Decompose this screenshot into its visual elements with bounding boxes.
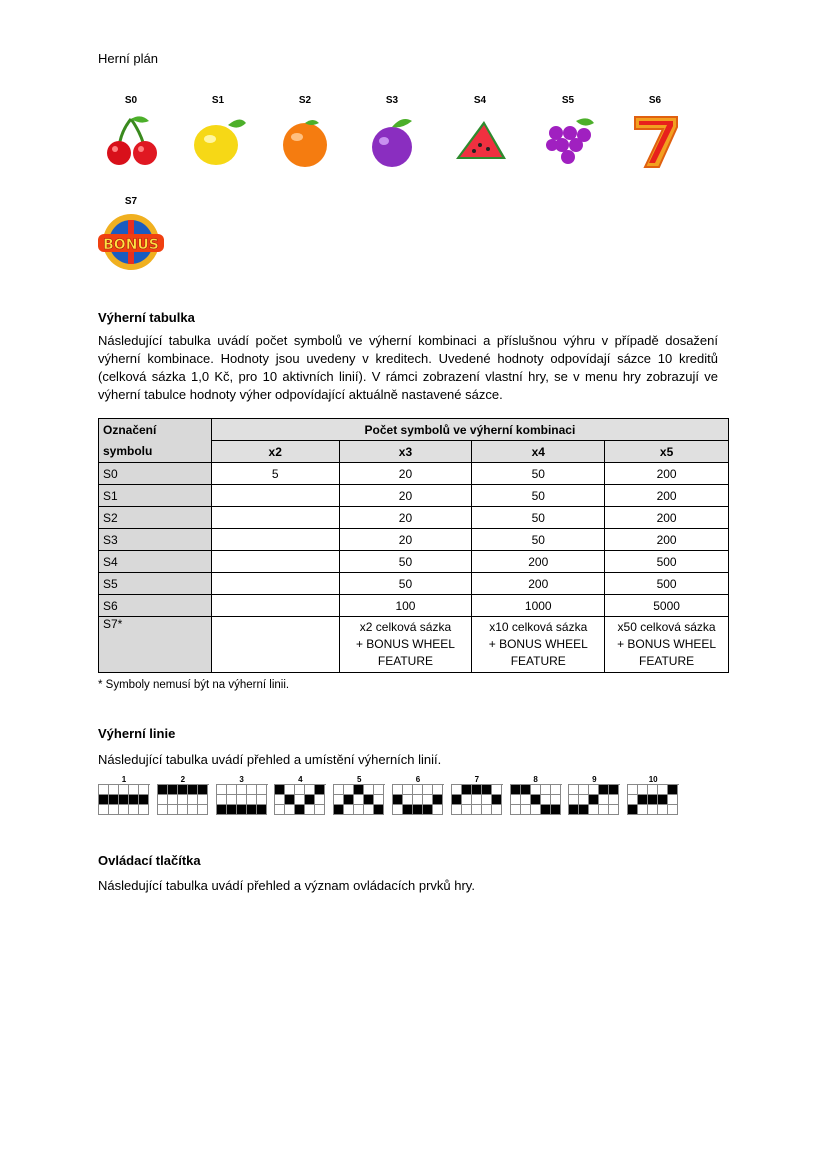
payline-grid	[274, 784, 326, 815]
bonus-line: x50 celková sázka	[617, 620, 716, 634]
payline-number: 2	[180, 775, 186, 784]
payline-cell	[344, 785, 354, 795]
payline-cell	[609, 785, 619, 795]
svg-text:BONUS: BONUS	[103, 237, 159, 253]
payline-cell	[364, 785, 374, 795]
symbol-s1	[183, 95, 253, 171]
payline-cell	[334, 785, 344, 795]
section-title-game-plan: Herní plán	[98, 51, 158, 66]
payline-cell	[217, 785, 227, 795]
payline-cell	[275, 805, 285, 815]
payline-cell	[178, 785, 188, 795]
payline-cell	[178, 795, 188, 805]
payline-cell	[158, 805, 168, 815]
payline-cell	[403, 795, 413, 805]
payline-2	[157, 775, 209, 815]
payline-cell	[569, 805, 579, 815]
payline-cell	[354, 805, 364, 815]
payline-cell	[257, 785, 267, 795]
payline-cell	[521, 805, 531, 815]
paytable	[98, 418, 729, 673]
payline-cell	[295, 795, 305, 805]
payline-cell	[589, 785, 599, 795]
payline-cell	[257, 805, 267, 815]
header-x3: x3	[339, 441, 472, 463]
payline-cell	[589, 805, 599, 815]
payline-cell	[599, 795, 609, 805]
payline-cell	[403, 805, 413, 815]
bonus-line: x2 celková sázka	[359, 620, 452, 634]
payline-cell	[109, 795, 119, 805]
payline-cell	[129, 805, 139, 815]
payline-cell	[599, 785, 609, 795]
payline-cell	[139, 785, 149, 795]
payline-cell	[541, 785, 551, 795]
payline-cell	[198, 795, 208, 805]
payline-cell	[99, 795, 109, 805]
payline-cell	[472, 795, 482, 805]
payline-cell	[247, 805, 257, 815]
payline-cell	[569, 795, 579, 805]
symbol-label: S3	[385, 95, 399, 106]
payline-cell	[305, 785, 315, 795]
header-x2: x2	[211, 441, 339, 463]
bonus-wheel-icon	[96, 212, 166, 272]
payline-cell	[285, 805, 295, 815]
payline-cell	[511, 785, 521, 795]
payline-cell	[531, 795, 541, 805]
value-cell: 200	[605, 463, 729, 485]
payline-cell	[541, 805, 551, 815]
payline-cell	[492, 795, 502, 805]
symbol-label: S2	[298, 95, 312, 106]
symbol-cell: S3	[99, 529, 212, 551]
payline-cell	[198, 805, 208, 815]
value-cell: 200	[605, 507, 729, 529]
payline-cell	[374, 785, 384, 795]
payline-cell	[531, 805, 541, 815]
table-row	[99, 595, 729, 617]
payline-cell	[521, 785, 531, 795]
table-row-bonus	[99, 617, 729, 673]
value-cell: 50	[472, 485, 605, 507]
payline-number: 9	[592, 775, 597, 784]
payline-cell	[374, 795, 384, 805]
symbol-s4	[445, 95, 515, 171]
symbol-label: S0	[124, 95, 138, 106]
payline-cell	[541, 795, 551, 805]
value-cell: 1000	[472, 595, 605, 617]
payline-cell	[295, 805, 305, 815]
payline-cell	[129, 795, 139, 805]
payline-cell	[638, 785, 648, 795]
payline-cell	[658, 785, 668, 795]
symbol-s7	[96, 196, 166, 272]
section-title-paytable: Výherní tabulka	[98, 310, 195, 325]
paytable-footnote: * Symboly nemusí být na výherní linii.	[98, 679, 290, 691]
symbol-cell: S2	[99, 507, 212, 529]
cherry-icon	[101, 111, 161, 171]
value-cell: 50	[472, 507, 605, 529]
payline-cell	[168, 795, 178, 805]
header-x5: x5	[605, 441, 729, 463]
payline-cell	[472, 785, 482, 795]
symbol-cell: S6	[99, 595, 212, 617]
payline-cell	[668, 785, 678, 795]
payline-cell	[648, 805, 658, 815]
table-row	[99, 529, 729, 551]
value-cell	[211, 529, 339, 551]
payline-cell	[433, 795, 443, 805]
value-cell	[211, 573, 339, 595]
paylines-description: Následující tabulka uvádí přehled a umístění výherních linií.	[98, 752, 442, 767]
payline-cell	[305, 805, 315, 815]
value-cell: 5	[211, 463, 339, 485]
payline-cell	[334, 795, 344, 805]
payline-cell	[393, 785, 403, 795]
bonus-line: + BONUS WHEEL	[355, 637, 455, 651]
payline-cell	[178, 805, 188, 815]
payline-cell	[275, 795, 285, 805]
payline-cell	[423, 805, 433, 815]
payline-cell	[158, 785, 168, 795]
payline-cell	[247, 785, 257, 795]
payline-grid	[627, 784, 679, 815]
value-cell	[211, 507, 339, 529]
payline-cell	[354, 785, 364, 795]
payline-cell	[227, 785, 237, 795]
symbol-label: S6	[648, 95, 662, 106]
payline-cell	[305, 795, 315, 805]
value-cell: 500	[605, 573, 729, 595]
value-cell: 5000	[605, 595, 729, 617]
value-cell: 50	[472, 529, 605, 551]
payline-cell	[344, 805, 354, 815]
payline-cell	[334, 805, 344, 815]
payline-cell	[139, 805, 149, 815]
payline-cell	[589, 795, 599, 805]
payline-cell	[129, 785, 139, 795]
payline-cell	[257, 795, 267, 805]
header-x4: x4	[472, 441, 605, 463]
payline-cell	[295, 785, 305, 795]
controls-description: Následující tabulka uvádí přehled a význam ovládacích prvků hry.	[98, 878, 475, 893]
payline-cell	[492, 785, 502, 795]
bonus-line: FEATURE	[377, 654, 434, 668]
payline-grid	[333, 784, 385, 815]
payline-cell	[638, 795, 648, 805]
value-cell: 100	[339, 595, 472, 617]
payline-grid	[157, 784, 209, 815]
payline-cell	[511, 805, 521, 815]
payline-number: 7	[474, 775, 480, 784]
value-cell: 50	[339, 573, 472, 595]
payline-cell	[599, 805, 609, 815]
payline-cell	[285, 795, 295, 805]
value-cell	[211, 617, 339, 673]
value-cell	[472, 617, 605, 673]
payline-cell	[109, 785, 119, 795]
symbol-cell: S0	[99, 463, 212, 485]
payline-cell	[413, 785, 423, 795]
payline-cell	[315, 785, 325, 795]
payline-cell	[168, 805, 178, 815]
payline-cell	[579, 805, 589, 815]
payline-cell	[433, 785, 443, 795]
payline-cell	[354, 795, 364, 805]
table-row	[99, 507, 729, 529]
payline-number: 5	[356, 775, 362, 784]
payline-cell	[364, 805, 374, 815]
payline-cell	[452, 795, 462, 805]
payline-cell	[628, 805, 638, 815]
symbol-s6	[620, 95, 690, 171]
payline-5	[333, 775, 385, 815]
payline-cell	[511, 795, 521, 805]
symbol-cell: S5	[99, 573, 212, 595]
payline-cell	[315, 795, 325, 805]
symbol-cell: S1	[99, 485, 212, 507]
payline-cell	[247, 795, 257, 805]
payline-grid	[510, 784, 562, 815]
payline-cell	[413, 795, 423, 805]
paytable-description: Následující tabulka uvádí počet symbolů ve výherní kombinaci a příslušnou výhru v případě dosažení výherní kombinace. Hodnoty jsou uvedeny v kreditech. Uvedené hodnoty odpovídají sázce 10 kreditů (celková sázka 1,0 Kč, pro 10 aktivních linií). V rámci zobrazení vlastní hry, se v menu hry zobrazují ve výherní tabulce hodnoty výher odpovídající aktuálně nastavené sázce.	[98, 333, 718, 402]
payline-cell	[609, 795, 619, 805]
payline-cell	[638, 805, 648, 815]
symbol-cell: S4	[99, 551, 212, 573]
payline-cell	[452, 805, 462, 815]
payline-cell	[433, 805, 443, 815]
value-cell: 20	[339, 485, 472, 507]
payline-cell	[119, 805, 129, 815]
value-cell	[211, 485, 339, 507]
payline-grid	[392, 784, 444, 815]
payline-cell	[119, 795, 129, 805]
symbol-label: S5	[561, 95, 575, 106]
payline-cell	[158, 795, 168, 805]
symbol-s3	[357, 95, 427, 171]
payline-cell	[198, 785, 208, 795]
payline-cell	[227, 805, 237, 815]
payline-cell	[658, 805, 668, 815]
payline-1	[98, 775, 150, 815]
payline-cell	[237, 805, 247, 815]
payline-cell	[109, 805, 119, 815]
payline-9	[568, 775, 620, 815]
payline-grid	[216, 784, 268, 815]
payline-cell	[188, 795, 198, 805]
payline-cell	[237, 785, 247, 795]
bonus-line: + BONUS WHEEL	[617, 637, 717, 651]
payline-4	[274, 775, 326, 815]
payline-cell	[227, 795, 237, 805]
payline-cell	[668, 795, 678, 805]
bonus-line: FEATURE	[510, 654, 566, 668]
payline-grid	[98, 784, 150, 815]
symbol-s5	[533, 95, 603, 171]
payline-cell	[551, 795, 561, 805]
section-title-paylines: Výherní linie	[98, 726, 176, 741]
symbol-label: S1	[211, 95, 225, 106]
lemon-icon	[188, 111, 248, 171]
payline-cell	[344, 795, 354, 805]
payline-cell	[119, 785, 129, 795]
payline-3	[216, 775, 268, 815]
payline-cell	[658, 795, 668, 805]
payline-cell	[364, 795, 374, 805]
payline-10	[627, 775, 679, 815]
payline-cell	[628, 785, 638, 795]
payline-cell	[139, 795, 149, 805]
payline-number: 8	[533, 775, 538, 784]
value-cell: 200	[605, 485, 729, 507]
payline-number: 6	[415, 775, 421, 784]
payline-7	[451, 775, 503, 815]
header-group: Počet symbolů ve výherní kombinaci	[211, 419, 728, 441]
payline-cell	[462, 805, 472, 815]
payline-cell	[168, 785, 178, 795]
payline-cell	[521, 795, 531, 805]
value-cell	[605, 617, 729, 673]
payline-cell	[188, 805, 198, 815]
value-cell: 200	[472, 573, 605, 595]
payline-cell	[648, 785, 658, 795]
payline-cell	[462, 785, 472, 795]
orange-icon	[275, 111, 335, 171]
value-cell	[339, 617, 472, 673]
payline-8	[510, 775, 562, 815]
payline-cell	[472, 805, 482, 815]
payline-cell	[315, 805, 325, 815]
payline-cell	[569, 785, 579, 795]
value-cell	[211, 551, 339, 573]
watermelon-icon	[450, 111, 510, 171]
payline-cell	[393, 795, 403, 805]
payline-cell	[275, 785, 285, 795]
payline-cell	[579, 785, 589, 795]
symbol-cell: S7*	[99, 617, 212, 673]
payline-grid	[451, 784, 503, 815]
symbol-s2	[270, 95, 340, 171]
plum-icon	[362, 111, 422, 171]
value-cell: 500	[605, 551, 729, 573]
payline-cell	[217, 795, 227, 805]
payline-cell	[482, 795, 492, 805]
payline-6	[392, 775, 444, 815]
payline-cell	[413, 805, 423, 815]
payline-cell	[237, 795, 247, 805]
payline-cell	[99, 785, 109, 795]
payline-cell	[462, 795, 472, 805]
payline-cell	[403, 785, 413, 795]
symbol-s0	[96, 95, 166, 171]
payline-cell	[188, 785, 198, 795]
payline-cell	[609, 805, 619, 815]
payline-cell	[551, 805, 561, 815]
value-cell: 200	[472, 551, 605, 573]
value-cell: 50	[339, 551, 472, 573]
value-cell	[211, 595, 339, 617]
payline-cell	[452, 785, 462, 795]
payline-cell	[393, 805, 403, 815]
bonus-line: x10 celková sázka	[489, 620, 588, 634]
payline-cell	[551, 785, 561, 795]
bonus-line: + BONUS WHEEL	[488, 637, 588, 651]
payline-cell	[374, 805, 384, 815]
header-symbol: Označení symbolu	[99, 419, 212, 463]
payline-grid	[568, 784, 620, 815]
payline-cell	[423, 785, 433, 795]
payline-number: 4	[298, 775, 303, 784]
payline-cell	[668, 805, 678, 815]
value-cell: 200	[605, 529, 729, 551]
table-row	[99, 573, 729, 595]
table-row	[99, 485, 729, 507]
value-cell: 20	[339, 463, 472, 485]
payline-number: 3	[239, 775, 244, 784]
section-title-controls: Ovládací tlačítka	[98, 853, 201, 868]
payline-number: 10	[648, 775, 658, 784]
value-cell: 20	[339, 507, 472, 529]
payline-cell	[482, 805, 492, 815]
bonus-line: FEATURE	[639, 654, 695, 668]
payline-cell	[99, 805, 109, 815]
payline-cell	[492, 805, 502, 815]
payline-cell	[628, 795, 638, 805]
value-cell: 20	[339, 529, 472, 551]
table-row	[99, 551, 729, 573]
payline-cell	[579, 795, 589, 805]
payline-cell	[531, 785, 541, 795]
payline-cell	[285, 785, 295, 795]
payline-cell	[482, 785, 492, 795]
value-cell: 50	[472, 463, 605, 485]
payline-number: 1	[121, 775, 127, 784]
payline-cell	[423, 795, 433, 805]
grapes-icon	[538, 111, 598, 171]
payline-cell	[217, 805, 227, 815]
seven-icon	[625, 111, 685, 171]
table-row	[99, 463, 729, 485]
symbol-label: S7	[124, 196, 138, 207]
payline-cell	[648, 795, 658, 805]
symbol-label: S4	[473, 95, 487, 106]
